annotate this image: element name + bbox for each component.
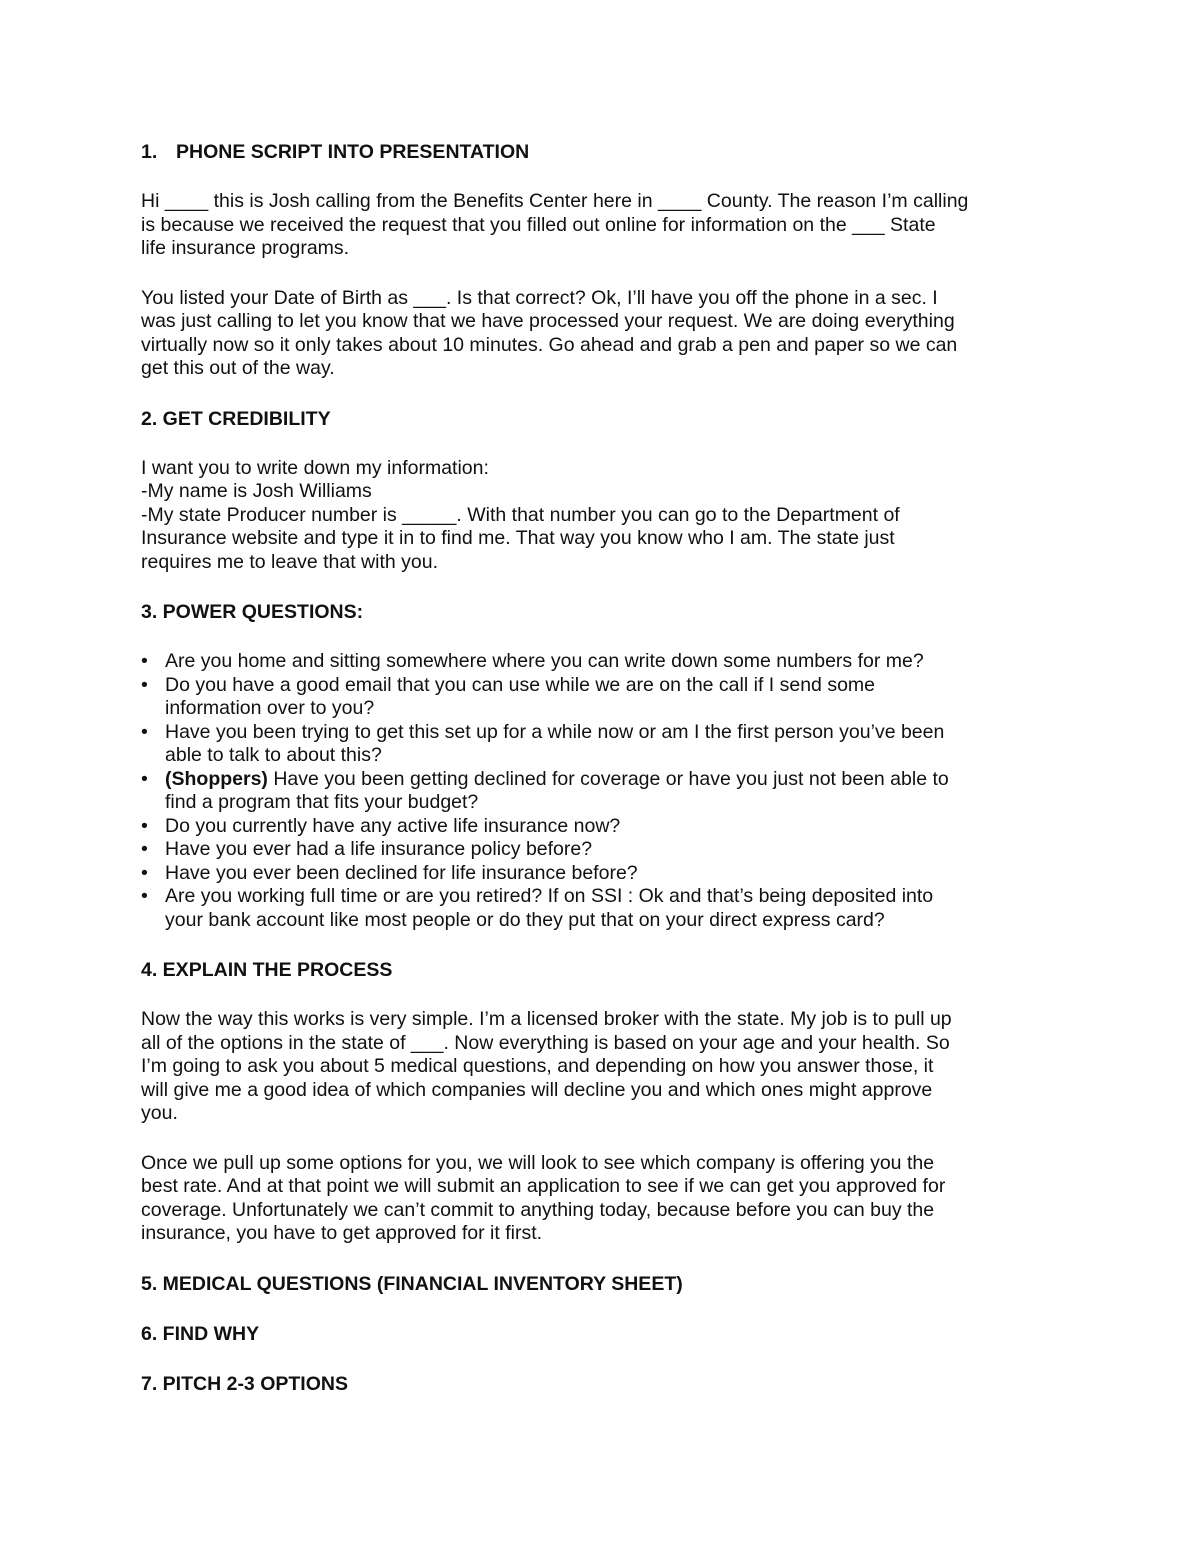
text-line: I want you to write down my information: (141, 456, 489, 479)
list-item (141, 674, 1061, 721)
text-line: find a program that fits your budget? (165, 791, 479, 813)
section-5-heading: 5. MEDICAL QUESTIONS (FINANCIAL INVENTORY SHEET) (141, 1272, 683, 1295)
list-item (141, 862, 1061, 886)
text-fragment: Have you been getting declined for coverage or have you just not been able to (273, 767, 949, 790)
section-3-heading: 3. POWER QUESTIONS: (141, 601, 364, 623)
text-line: Do you currently have any active life insurance now? (165, 814, 621, 837)
text-line: you. (141, 1102, 178, 1124)
text-line: will give me a good idea of which companies will decline you and which ones might approve (141, 1078, 933, 1101)
text-line: virtually now so it only takes about 10 minutes. Go ahead and grab a pen and paper so we can (141, 333, 958, 356)
section-2-body (141, 457, 1061, 575)
text-line: Are you working full time or are you retired? If on SSI : Ok and that’s being deposited into (165, 885, 934, 907)
list-item (141, 838, 1061, 862)
list-item (141, 815, 1061, 839)
text-line: You listed your Date of Birth as ___. Is that correct? Ok, I’ll have you off the phone in a sec. I (141, 286, 938, 309)
list-item (141, 721, 1061, 768)
text-line: -My state Producer number is _____. With that number you can go to the Department of (141, 503, 900, 526)
text-line: best rate. And at that point we will submit an application to see if we can get you approved for (141, 1175, 946, 1197)
text-line: insurance, you have to get approved for it first. (141, 1222, 543, 1244)
text-line: requires me to leave that with you. (141, 550, 438, 573)
text-line: is because we received the request that you filled out online for information on the ___ State (141, 213, 936, 236)
text-line: your bank account like most people or do they put that on your direct express card? (165, 908, 885, 931)
text-line: Now the way this works is very simple. I’m a licensed broker with the state. My job is to pull up (141, 1008, 952, 1030)
bullet-icon: • (141, 861, 148, 884)
text-line: get this out of the way. (141, 357, 335, 379)
text-line: Have you ever had a life insurance policy before? (165, 838, 593, 860)
text-line: Insurance website and type it in to find me. That way you know who I am. The state just (141, 527, 895, 549)
text-line: was just calling to let you know that we have processed your request. We are doing everything (141, 310, 955, 332)
bullet-icon: • (141, 767, 148, 790)
text-line: information over to you? (165, 697, 375, 719)
document-page (141, 140, 1061, 1396)
section-4-paragraph-2 (141, 1152, 1061, 1246)
section-1-title: PHONE SCRIPT INTO PRESENTATION (176, 141, 530, 163)
section-4-heading: 4. EXPLAIN THE PROCESS (141, 959, 393, 981)
bullet-icon: • (141, 838, 148, 860)
text-line: coverage. Unfortunately we can’t commit to anything today, because before you can buy the (141, 1198, 935, 1221)
bullet-icon: • (141, 814, 148, 837)
list-item (141, 885, 1061, 932)
text-line: life insurance programs. (141, 237, 350, 259)
section-1-heading (141, 140, 1061, 164)
bullet-icon: • (141, 650, 148, 672)
list-item (141, 768, 1061, 815)
section-1-paragraph-1 (141, 190, 1061, 261)
text-line (165, 768, 1061, 792)
section-7-heading: 7. PITCH 2-3 OPTIONS (141, 1372, 348, 1395)
text-line: I’m going to ask you about 5 medical questions, and depending on how you answer those, it (141, 1055, 934, 1077)
bullet-icon: • (141, 673, 148, 696)
power-questions-list (141, 650, 1061, 932)
bullet-icon: • (141, 885, 148, 907)
text-line: all of the options in the state of ___. Now everything is based on your age and your health. So (141, 1031, 950, 1054)
text-line: Once we pull up some options for you, we will look to see which company is offering you the (141, 1151, 935, 1174)
text-line: Hi ____ this is Josh calling from the Benefits Center here in ____ County. The reason I’m calling (141, 190, 969, 212)
section-1-number: 1. (141, 141, 158, 163)
list-item (141, 650, 1061, 674)
section-2-heading: 2. GET CREDIBILITY (141, 407, 331, 430)
text-line: Are you home and sitting somewhere where you can write down some numbers for me? (165, 650, 924, 672)
text-line: -My name is Josh Williams (141, 480, 372, 502)
text-line: Have you been trying to get this set up for a while now or am I the first person you’ve been (165, 720, 945, 743)
shoppers-label: (Shoppers) (165, 767, 268, 790)
text-line: Do you have a good email that you can use while we are on the call if I send some (165, 673, 875, 696)
text-line: able to talk to about this? (165, 744, 382, 766)
section-1-paragraph-2 (141, 287, 1061, 381)
section-6-heading: 6. FIND WHY (141, 1322, 260, 1345)
bullet-icon: • (141, 720, 148, 743)
section-4-paragraph-1 (141, 1008, 1061, 1126)
text-line: Have you ever been declined for life insurance before? (165, 861, 638, 884)
